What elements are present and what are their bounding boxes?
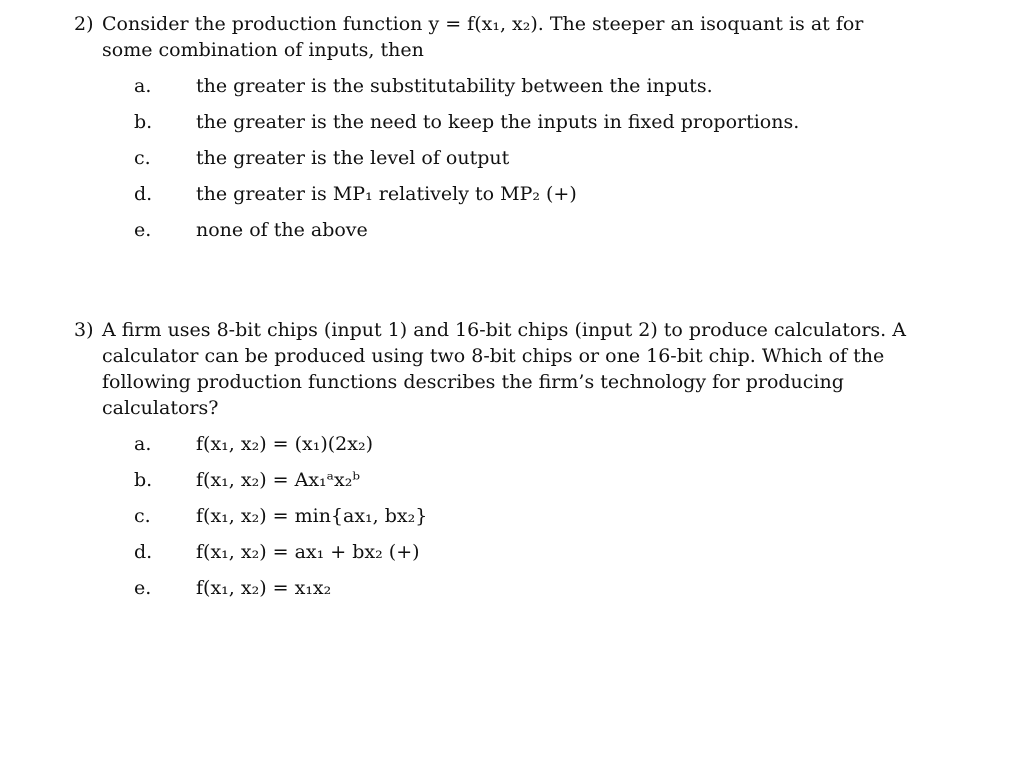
option-text: the greater is the level of output <box>196 147 510 169</box>
question-2-text: Consider the production function y = f(x₁, x₂). The steeper an isoquant is at for some combination of inputs, then <box>102 13 864 61</box>
option-letter: b. <box>134 111 153 133</box>
option-letter: c. <box>134 505 151 527</box>
question-3-options <box>74 431 914 611</box>
question-3-option-e <box>74 575 914 611</box>
question-3-option-d <box>74 539 914 575</box>
option-formula: f(x₁, x₂) = (x₁)(2x₂) <box>196 433 374 455</box>
option-letter: a. <box>134 433 152 455</box>
question-3-option-a <box>74 431 914 467</box>
question-2 <box>74 11 914 253</box>
question-2-option-d <box>74 181 914 217</box>
option-letter: e. <box>134 577 152 599</box>
question-2-options <box>74 73 914 253</box>
question-3-option-b <box>74 467 914 503</box>
question-2-stem <box>74 11 914 63</box>
option-formula: f(x₁, x₂) = Ax₁ᵃx₂ᵇ <box>196 469 360 491</box>
option-formula: f(x₁, x₂) = x₁x₂ <box>196 577 332 599</box>
option-text: the greater is the need to keep the inputs in fixed proportions. <box>196 111 800 133</box>
option-text: none of the above <box>196 219 368 241</box>
question-2-number: 2) <box>74 13 94 35</box>
option-letter: b. <box>134 469 153 491</box>
question-2-option-a <box>74 73 914 109</box>
question-2-option-c <box>74 145 914 181</box>
option-letter: c. <box>134 147 151 169</box>
option-formula: f(x₁, x₂) = ax₁ + bx₂ (+) <box>196 541 420 563</box>
option-letter: d. <box>134 541 153 563</box>
option-letter: a. <box>134 75 152 97</box>
option-letter: e. <box>134 219 152 241</box>
question-2-option-e <box>74 217 914 253</box>
option-text: the greater is the substitutability between the inputs. <box>196 75 713 97</box>
question-3 <box>74 317 914 611</box>
question-3-number: 3) <box>74 319 94 341</box>
option-letter: d. <box>134 183 153 205</box>
option-formula: f(x₁, x₂) = min{ax₁, bx₂} <box>196 505 428 527</box>
question-3-stem <box>74 317 914 421</box>
option-text: the greater is MP₁ relatively to MP₂ (+) <box>196 183 577 205</box>
question-2-option-b <box>74 109 914 145</box>
question-3-text: A firm uses 8-bit chips (input 1) and 16-bit chips (input 2) to produce calculators. A calculator can be produced using two 8-bit chips or one 16-bit chip. Which of the following production functions describes the firm’s technology for producing calculators? <box>102 319 906 419</box>
question-3-option-c <box>74 503 914 539</box>
